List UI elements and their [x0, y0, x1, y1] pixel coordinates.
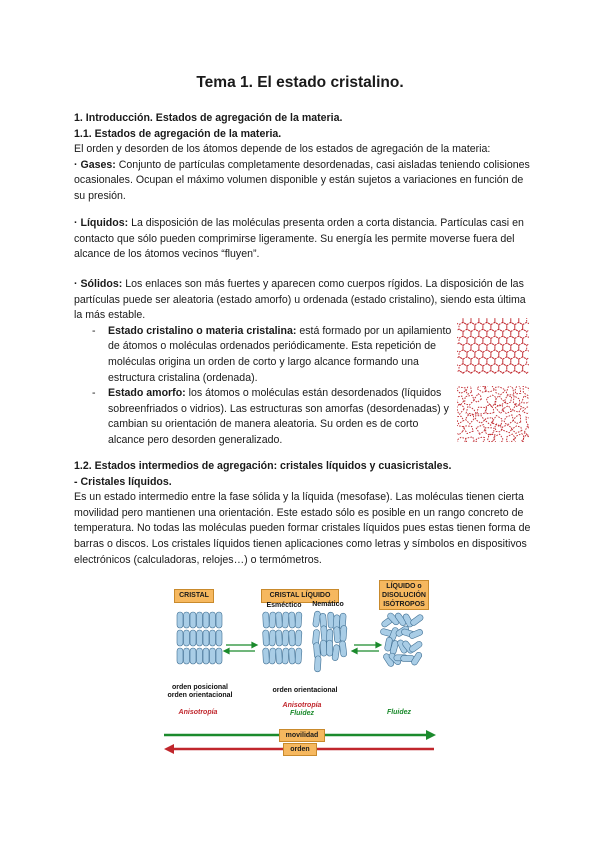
section-1-1-heading: 1.1. Estados de agregación de la materia.	[74, 127, 282, 140]
rod	[408, 628, 423, 639]
rod	[210, 612, 216, 628]
amorfo-item	[74, 386, 454, 448]
gases-text: Conjunto de partículas completamente desordenadas, casi aisladas teniendo colisiones ocasionales. Ocupan el máximo volumen disponible y están sujetos a variaciones en función de su presión.	[74, 158, 530, 202]
rod	[269, 648, 276, 664]
section-1-2-heading: 1.2. Estados intermedios de agregación: cristales líquidos y cuasicristales.	[74, 460, 452, 472]
smectic-rods	[263, 612, 302, 664]
crystal-rods	[177, 612, 222, 664]
cristalino-item	[74, 324, 454, 386]
bullet-dash: -	[92, 324, 96, 337]
bullet-dash: -	[92, 387, 96, 400]
fluidez-label-1: Fluidez	[289, 710, 315, 717]
esmectico-label: Esméctico	[266, 602, 302, 609]
nematico-label: Nemático	[312, 601, 344, 608]
rod	[269, 612, 276, 628]
section-2	[74, 459, 534, 568]
amorfo-label: Estado amorfo:	[108, 387, 186, 400]
rod	[314, 656, 321, 672]
rod	[340, 625, 347, 641]
rod	[203, 630, 209, 646]
liquido-label-box: LÍQUIDO o DISOLUCIÓN ISÓTROPOS	[379, 580, 429, 610]
transition-arrows	[224, 643, 381, 654]
rod	[276, 648, 283, 664]
solidos-text: Los enlaces son más fuertes y aparecen como cuerpos rígidos. La disposición de las partículas puede ser aleatoria (estado amorfo) u ordenada (estado cristalino), siendo esta última la más estable.	[74, 278, 526, 322]
rod	[190, 612, 196, 628]
rod	[334, 627, 341, 643]
intro-paragraph: El orden y desorden de los átomos depende de los estados de agregación de la materia:	[74, 143, 491, 156]
section-1	[74, 111, 534, 205]
rod	[276, 612, 283, 628]
movilidad-box: movilidad	[279, 729, 325, 742]
cristalino-label: Estado cristalino o materia cristalina:	[108, 324, 297, 337]
anisotropia-label-2: Anisotropía	[282, 702, 322, 709]
rod	[203, 612, 209, 628]
rod	[409, 614, 424, 627]
rod	[263, 648, 270, 664]
solidos-paragraph	[74, 277, 534, 324]
rod	[216, 612, 222, 628]
anisotropia-label-1: Anisotropía	[178, 709, 218, 716]
rod	[190, 648, 196, 664]
rod	[216, 630, 222, 646]
orden-box: orden	[283, 743, 317, 756]
rod	[282, 612, 289, 628]
rod	[216, 648, 222, 664]
gases-paragraph	[74, 158, 534, 205]
rod	[203, 648, 209, 664]
crystalline-lattice-image	[457, 318, 529, 374]
liquidos-text: La disposición de las moléculas presenta orden a corta distancia. Partículas casi en contacto que sólo pueden comprimirse ligeramente. Su energía les permite moverse fuera del alcance de los átomos vecinos “fluyen”.	[74, 217, 524, 261]
rod	[269, 630, 276, 646]
cristales-liquidos-paragraph: Es un estado intermedio entre la fase sólida y la líquida (mesofase). Las moléculas tienen cierta movilidad pero mantienen una orientación. Este estado sólo es posible en un rango concreto de temperatura. No todas las moléculas pueden formar cristales líquidos pues estas tienen forma de barras o discos. Los cristales líquidos tienen aplicaciones como letras y símbolos en dispositivos electrónicos (calculadoras, relojes…) o termómetros.	[74, 491, 531, 566]
rod	[197, 630, 203, 646]
liquid-rods	[380, 612, 424, 668]
rod	[184, 648, 190, 664]
rod	[210, 648, 216, 664]
rod	[276, 630, 283, 646]
rod	[312, 611, 320, 628]
rod	[210, 630, 216, 646]
rod	[177, 612, 183, 628]
rod	[282, 648, 289, 664]
liquidos-label: · Líquidos:	[74, 217, 129, 229]
rod	[263, 612, 270, 628]
nematic-rods	[312, 611, 347, 672]
rod	[289, 630, 296, 646]
rod	[184, 612, 190, 628]
rod	[408, 640, 423, 653]
cristal-liquido-label-box: CRISTAL LÍQUIDO	[261, 589, 339, 603]
rod	[190, 630, 196, 646]
rod	[289, 648, 296, 664]
page-title: Tema 1. El estado cristalino.	[196, 74, 404, 91]
liquid-crystal-figure	[160, 578, 450, 768]
cristalino-text: está formado por un apilamiento de átomos o moléculas ordenados periódicamente. Esta repetición de moléculas origina un orden de corto y largo alcance formando una estructura cristalina (ordenada).	[108, 324, 452, 384]
rod	[177, 648, 183, 664]
rod	[263, 630, 270, 646]
rod	[289, 612, 296, 628]
rod	[197, 648, 203, 664]
liquidos-paragraph	[74, 216, 534, 263]
rod	[326, 640, 332, 656]
rod	[295, 630, 302, 646]
liquidos-block	[74, 216, 534, 263]
solidos-label: · Sólidos:	[74, 278, 123, 290]
amorphous-lattice-image	[457, 386, 529, 442]
rod	[282, 630, 289, 646]
rod	[295, 648, 302, 664]
gases-label: · Gases:	[74, 158, 116, 171]
section-1-heading: 1. Introducción. Estados de agregación de la materia.	[74, 112, 343, 124]
rod	[295, 612, 302, 628]
fluidez-label-2: Fluidez	[386, 709, 412, 716]
amorfo-text: los átomos o moléculas están desordenados (líquidos sobreenfriados o vidrios). Las estructuras son amorfas (desordenadas) y cambian su orientación de manera aleatoria. Su orden es de corto alcance pero desorden generalizado.	[108, 387, 449, 446]
rod	[339, 641, 347, 658]
rod	[177, 630, 183, 646]
orden-posicional-label: orden posicional orden orientacional	[167, 684, 233, 699]
cristales-liquidos-heading: - Cristales líquidos.	[74, 475, 172, 488]
orden-orientacional-label: orden orientacional	[272, 687, 338, 694]
rod	[320, 640, 327, 656]
cristal-label-box: CRISTAL	[174, 589, 214, 603]
rod	[332, 644, 340, 661]
rod	[197, 612, 203, 628]
rod	[184, 630, 190, 646]
